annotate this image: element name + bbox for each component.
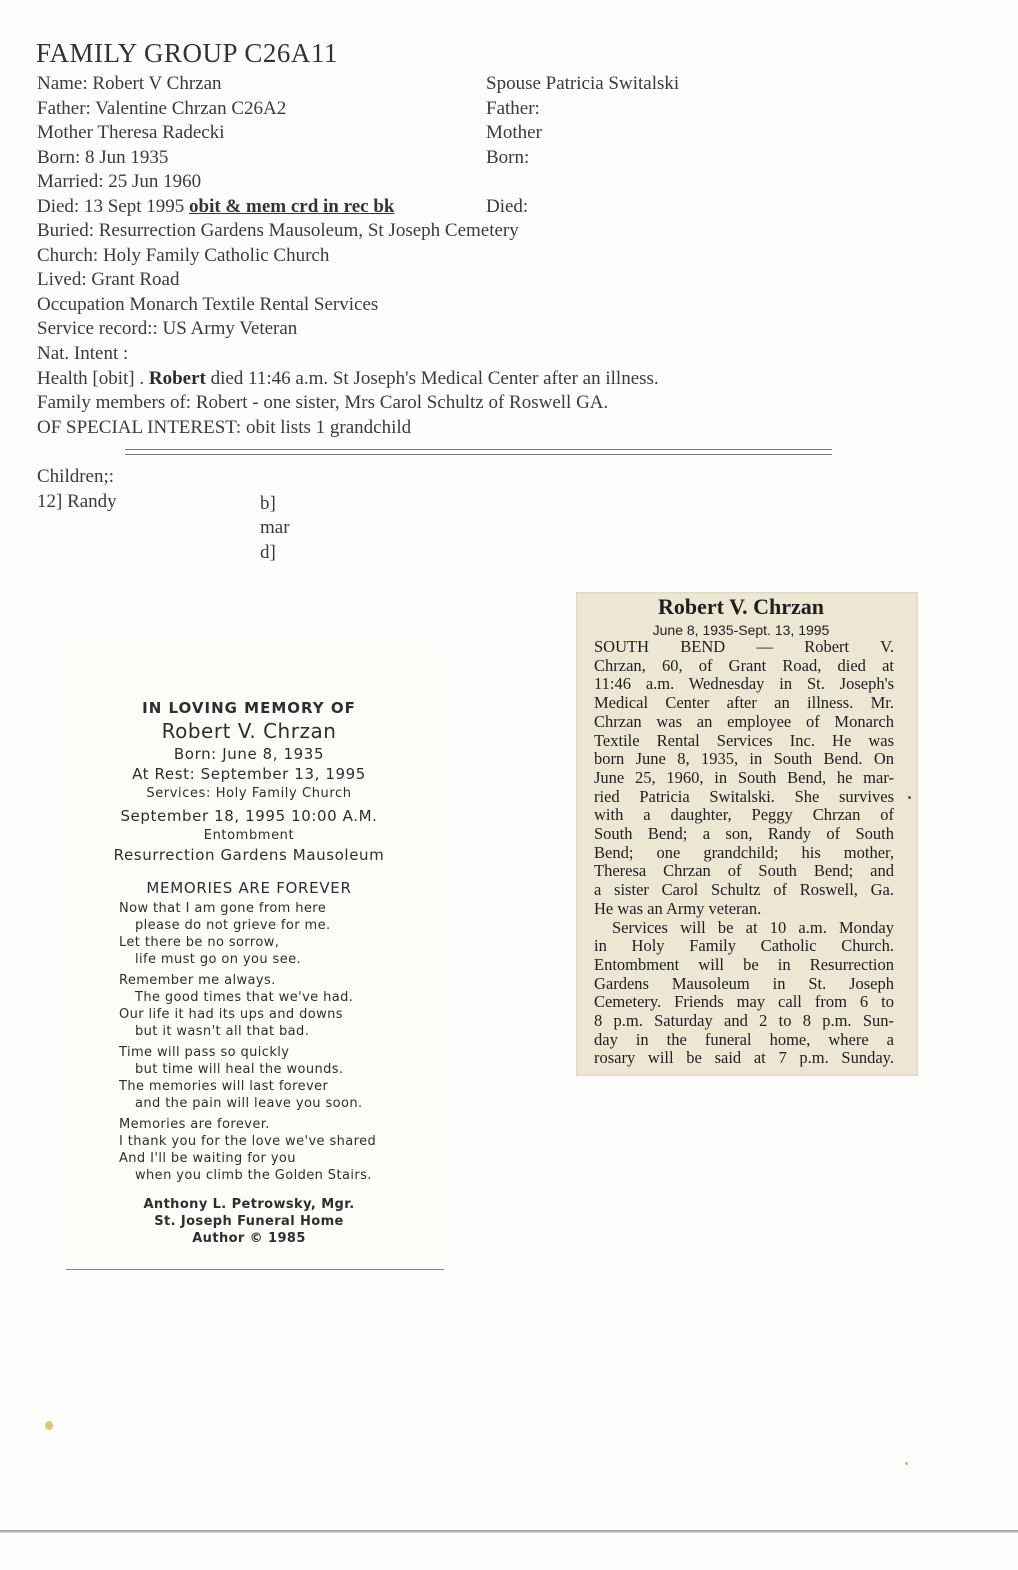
obituary-line: with a daughter, Peggy Chrzan of <box>594 805 894 825</box>
card-signature: Anthony L. Petrowsky, Mgr. <box>143 1197 355 1212</box>
obituary-line: born June 8, 1935, in South Bend. On <box>594 749 894 769</box>
died-field <box>37 195 394 219</box>
child-entry: 12] Randy <box>37 491 117 512</box>
obituary-dates: June 8, 1935-Sept. 13, 1995 <box>652 622 830 638</box>
poem-line: but time will heal the wounds. <box>135 1062 344 1077</box>
poem-line: Our life it had its ups and downs <box>119 1007 343 1022</box>
obituary-line: Services will be at 10 a.m. Monday <box>612 917 894 937</box>
obituary-line: in Holy Family Catholic Church. <box>594 936 894 956</box>
born-field: Born: 8 Jun 1935 <box>37 147 169 168</box>
obituary-line: 11:46 a.m. Wednesday in St. Joseph's <box>594 674 894 694</box>
married-field: Married: 25 Jun 1960 <box>37 171 202 192</box>
child-born: b] <box>260 493 276 514</box>
poem-line: when you climb the Golden Stairs. <box>135 1168 372 1183</box>
separator-line <box>125 449 832 455</box>
poem-line: Remember me always. <box>119 973 276 988</box>
card-rest: At Rest: September 13, 1995 <box>132 765 366 783</box>
scan-speck <box>45 1421 53 1430</box>
card-funeral-home: St. Joseph Funeral Home <box>154 1214 344 1229</box>
obituary-line: South Bend; a son, Randy of South <box>594 824 894 843</box>
poem-line: Let there be no sorrow, <box>119 935 280 950</box>
obituary-line: rosary will be said at 7 p.m. Sunday. <box>594 1048 894 1068</box>
obituary-line: ried Patricia Switalski. She survives <box>594 786 894 806</box>
obituary-line: Bend; one grandchild; his mother, <box>594 842 894 862</box>
health-field <box>37 367 659 391</box>
occupation-field: Occupation Monarch Textile Rental Services <box>37 294 379 315</box>
health-name: Robert <box>148 368 206 389</box>
obituary-line: Chrzan was an employee of Monarch <box>594 711 894 731</box>
poem-line: Memories are forever. <box>119 1117 270 1132</box>
poem-line: I thank you for the love we've shared <box>119 1134 377 1149</box>
obituary-line: Entombment will be in Resurrection <box>594 954 894 974</box>
card-services: Services: Holy Family Church <box>146 786 352 801</box>
card-heading: IN LOVING MEMORY OF <box>142 699 356 717</box>
memorial-card <box>66 645 444 1270</box>
card-author: Author © 1985 <box>192 1231 306 1246</box>
scan-edge-line <box>0 1530 1018 1533</box>
poem-line: life must go on you see. <box>135 952 302 967</box>
child-married: mar <box>260 517 290 538</box>
health-rest: died 11:46 a.m. St Joseph's Medical Center after an illness. <box>205 368 659 389</box>
poem-line: but it wasn't all that bad. <box>135 1024 310 1039</box>
poem-line: please do not grieve for me. <box>135 918 331 933</box>
spouse-field: Spouse Patricia Switalski <box>486 73 680 94</box>
name-field: Name: Robert V Chrzan <box>37 73 222 94</box>
father-field: Father: Valentine Chrzan C26A2 <box>37 98 287 119</box>
service-record-field: Service record:: US Army Veteran <box>37 318 298 339</box>
scan-speck <box>905 1462 908 1465</box>
spouse-born-field: Born: <box>486 147 530 168</box>
poem-line: And I'll be waiting for you <box>119 1151 296 1166</box>
poem-line: and the pain will leave you soon. <box>135 1096 363 1111</box>
spouse-died-field: Died: <box>486 196 529 217</box>
obituary-line: day in the funeral home, where a <box>594 1029 894 1049</box>
died-note: obit & mem crd in rec bk <box>189 196 395 217</box>
spouse-mother-field: Mother <box>486 122 542 143</box>
obituary-line: He was an Army veteran. <box>594 898 762 918</box>
church-field: Church: Holy Family Catholic Church <box>37 245 330 266</box>
child-died: d] <box>260 542 276 563</box>
obituary-line: 8 p.m. Saturday and 2 to 8 p.m. Sun- <box>594 1011 894 1030</box>
obituary-line: Chrzan, 60, of Grant Road, died at <box>594 655 894 675</box>
lived-field: Lived: Grant Road <box>37 269 180 290</box>
buried-field: Buried: Resurrection Gardens Mausoleum, St Joseph Cemetery <box>37 220 519 241</box>
obituary-line: Textile Rental Services Inc. He was <box>594 730 894 750</box>
scan-speck <box>908 796 911 799</box>
obituary-line: Gardens Mausoleum in St. Joseph <box>594 973 894 993</box>
spouse-father-field: Father: <box>486 98 540 119</box>
poem-line: The memories will last forever <box>119 1079 329 1094</box>
obituary-headline: Robert V. Chrzan <box>657 594 825 619</box>
poem-line: Time will pass so quickly <box>119 1045 290 1060</box>
died-date: Died: 13 Sept 1995 <box>37 196 189 217</box>
health-prefix: Health [obit] . <box>37 368 149 389</box>
obituary-line: SOUTH BEND — Robert V. <box>594 637 894 656</box>
poem-line: Now that I am gone from here <box>119 901 327 916</box>
obituary-line: Cemetery. Friends may call from 6 to <box>594 992 894 1012</box>
card-entombment: Entombment <box>203 828 295 843</box>
family-members-field: Family members of: Robert - one sister, Mrs Carol Schultz of Roswell GA. <box>37 392 609 413</box>
obituary-line: June 25, 1960, in South Bend, he mar- <box>594 767 894 787</box>
special-interest-field: OF SPECIAL INTEREST: obit lists 1 grandchild <box>37 417 412 438</box>
obituary-line: Theresa Chrzan of South Bend; and <box>594 861 894 881</box>
nat-intent-field: Nat. Intent : <box>37 343 129 364</box>
obituary-clipping <box>576 592 918 1076</box>
page-title: FAMILY GROUP C26A11 <box>36 38 338 68</box>
poem-line: The good times that we've had. <box>135 990 354 1005</box>
card-born: Born: June 8, 1935 <box>173 745 325 763</box>
obituary-line: Medical Center after an illness. Mr. <box>594 693 894 713</box>
children-heading: Children;: <box>37 466 115 487</box>
poem-title: MEMORIES ARE FOREVER <box>146 879 352 897</box>
card-service-date: September 18, 1995 10:00 A.M. <box>120 807 378 825</box>
obituary-line: a sister Carol Schultz of Roswell, Ga. <box>594 880 894 900</box>
card-place: Resurrection Gardens Mausoleum <box>113 846 385 864</box>
card-name: Robert V. Chrzan <box>161 719 337 743</box>
mother-field: Mother Theresa Radecki <box>37 122 225 143</box>
